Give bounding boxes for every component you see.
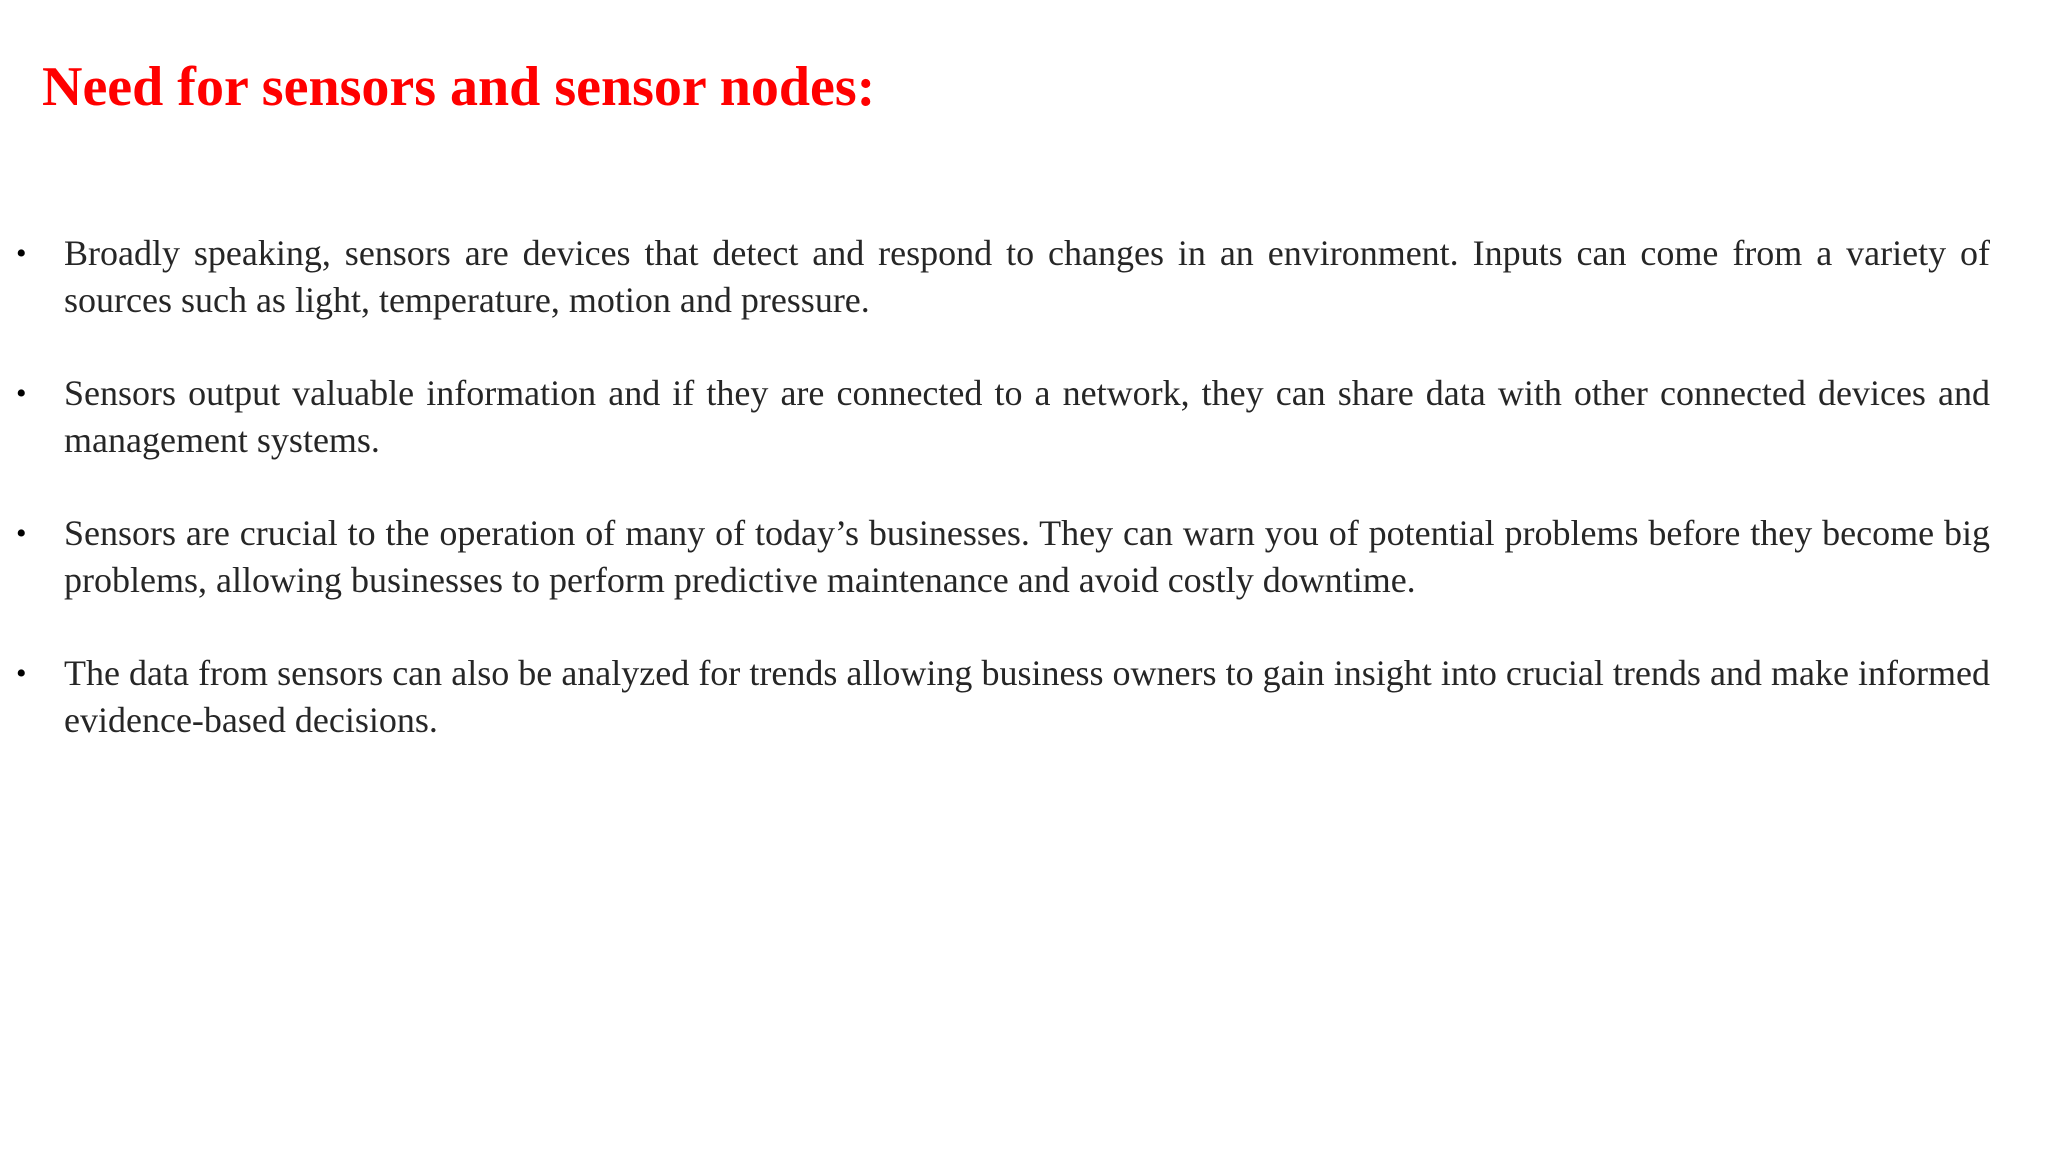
slide-title: Need for sensors and sensor nodes:: [42, 56, 876, 118]
bullet-text: Sensors are crucial to the operation of many of today’s businesses. They can warn you of potential problems before they become big problems, allowing businesses to perform predictive maintenance and avoid costly downtime.: [64, 513, 1990, 600]
bullet-dot-icon: •: [16, 657, 27, 690]
bullet-dot-icon: •: [16, 517, 27, 550]
bullet-text: Sensors output valuable information and if they are connected to a network, they can share data with other connected devices and management systems.: [64, 373, 1990, 460]
bullet-list: [0, 230, 2048, 790]
bullet-text: Broadly speaking, sensors are devices that detect and respond to changes in an environment. Inputs can come from a variety of sources such as light, temperature, motion and pressure.: [64, 233, 1990, 320]
bullet-dot-icon: •: [16, 237, 27, 270]
bullet-item: [0, 510, 2048, 604]
bullet-text: The data from sensors can also be analyzed for trends allowing business owners to gain insight into crucial trends and make informed evidence-based decisions.: [64, 653, 1990, 740]
bullet-item: [0, 370, 2048, 464]
bullet-dot-icon: •: [16, 377, 27, 410]
bullet-item: [0, 230, 2048, 324]
bullet-item: [0, 650, 2048, 744]
